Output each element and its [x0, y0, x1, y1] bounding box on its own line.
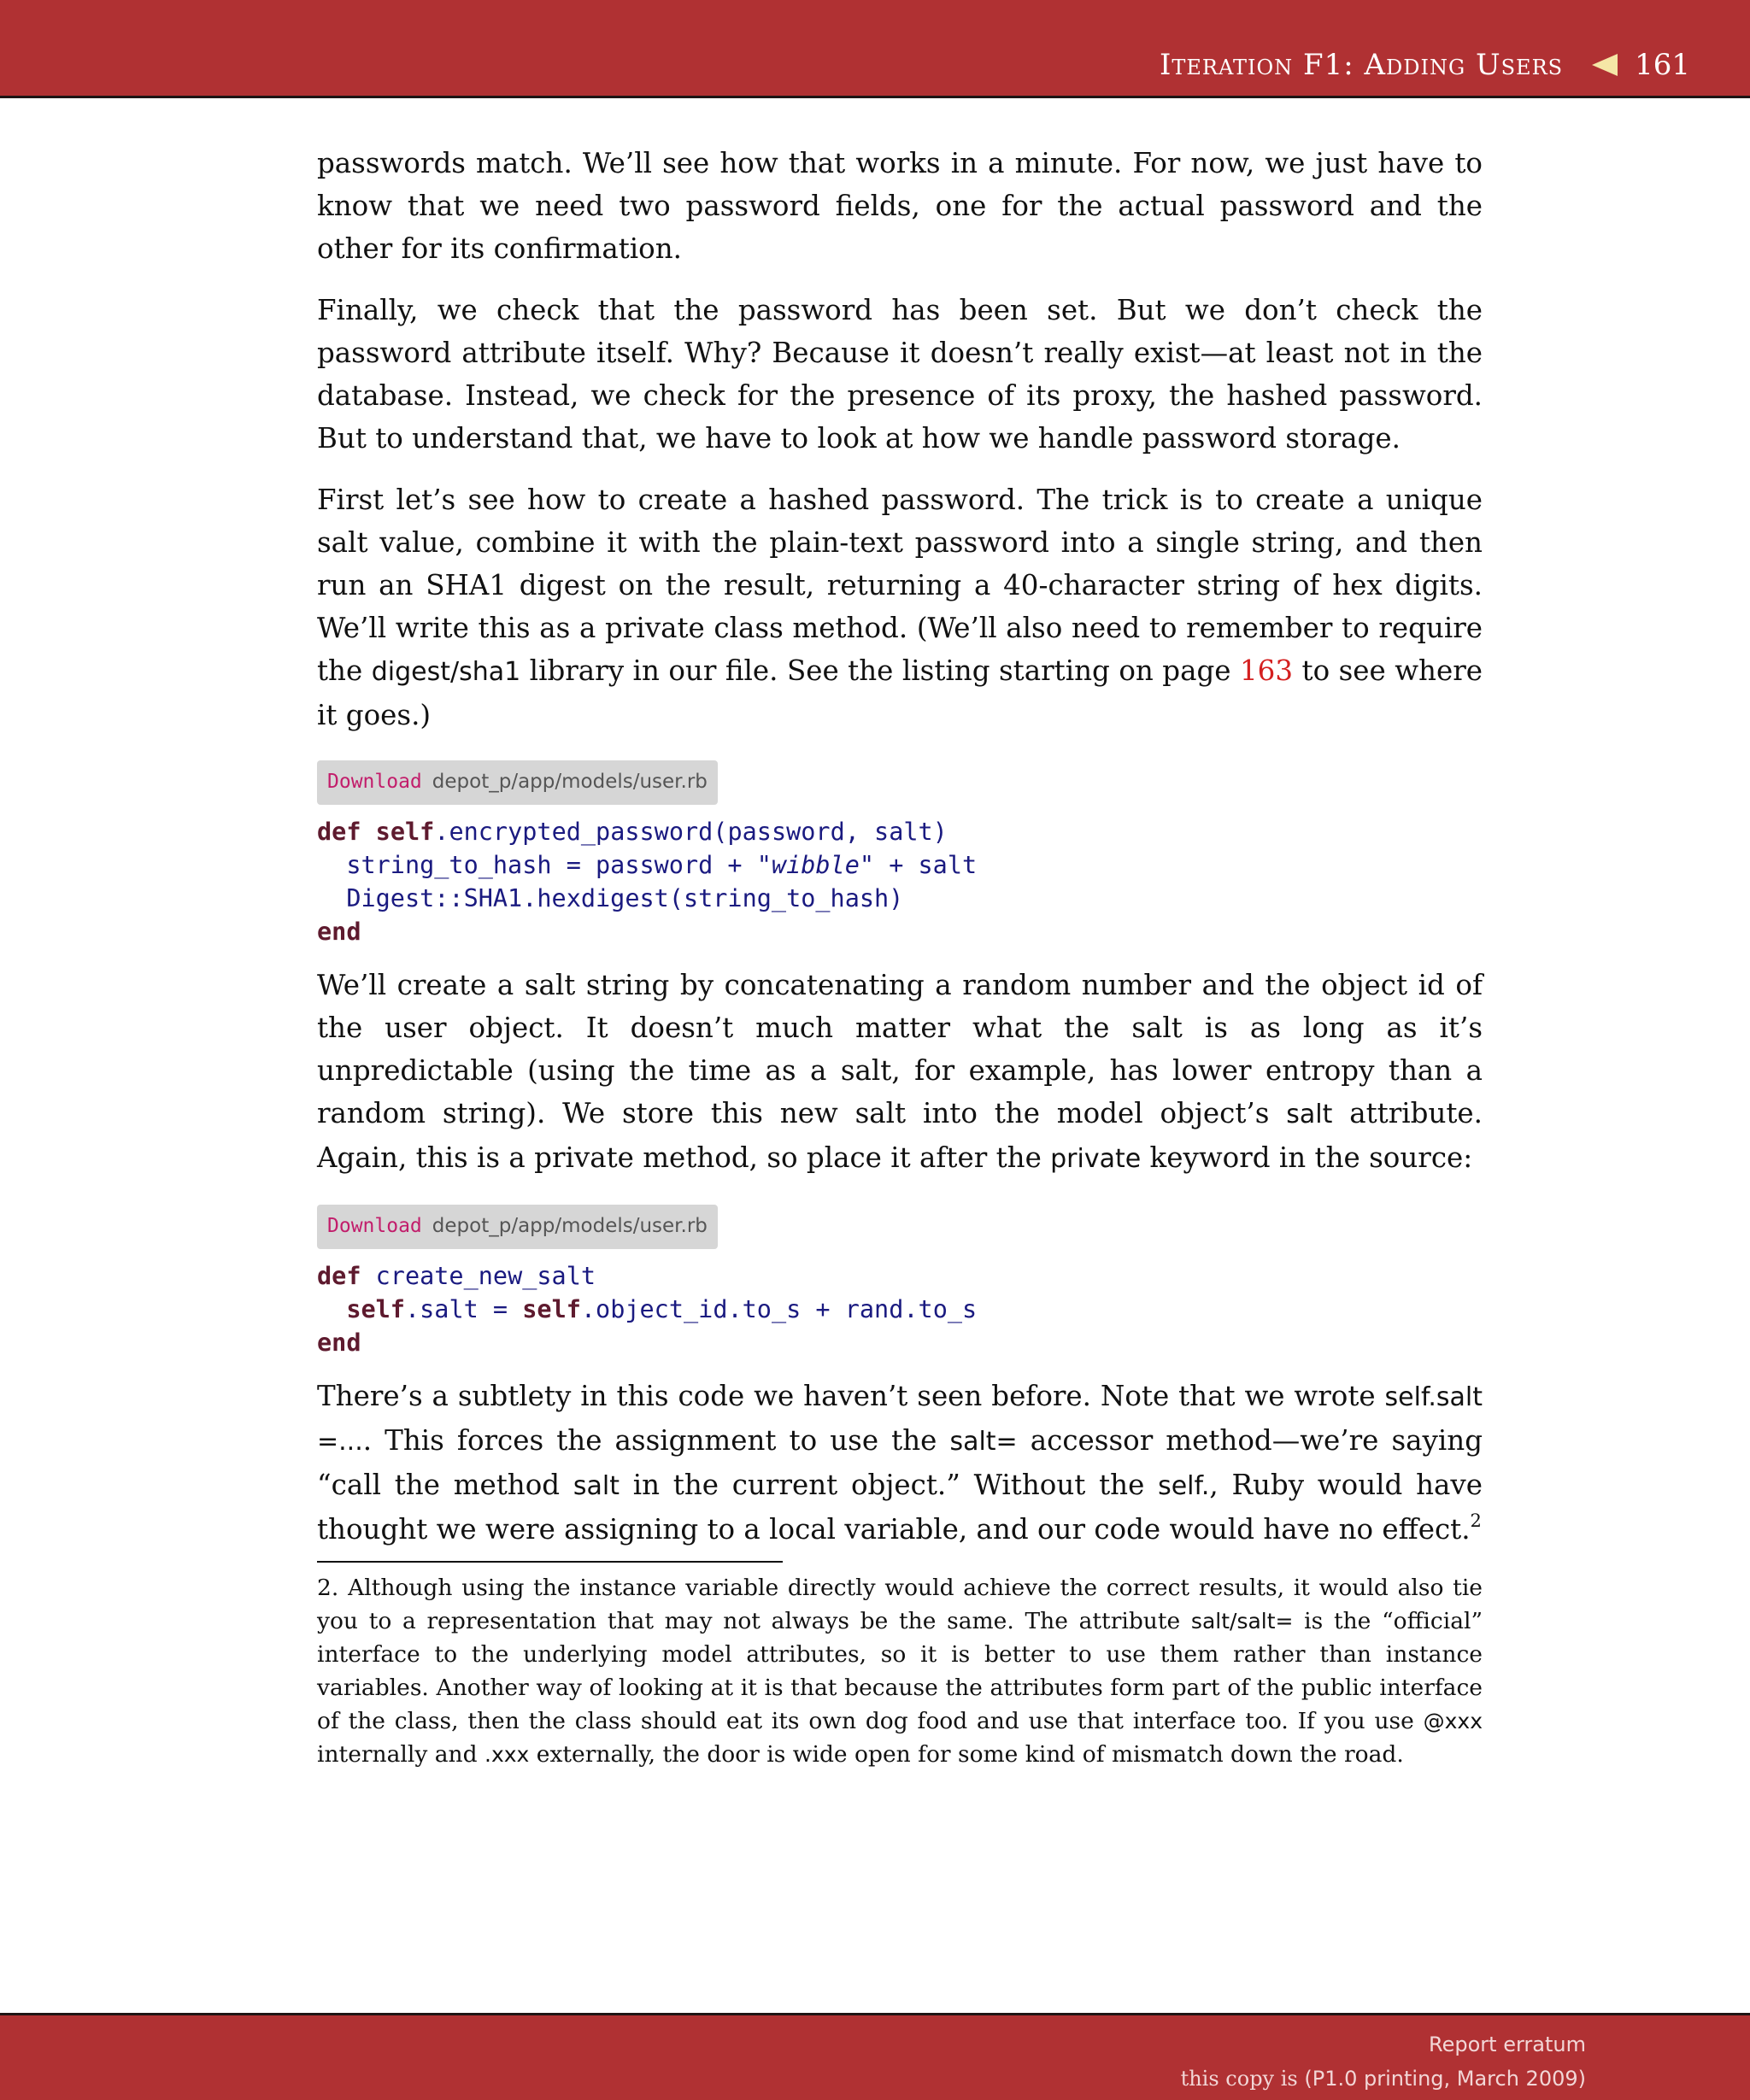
code-text: .salt = [404, 1295, 523, 1323]
copy-info [1181, 2067, 1586, 2091]
paragraph-3-text-b: library in our file. See the listing starting on page [520, 654, 1240, 687]
footnote-text-b: is the “official” interface to the underlying model attributes, so it is better to use them rather than instance variables. Another way of looking at it is that because the attributes form part of the public interface of the class, then the class should eat its own dog food and use that interface too. If you use [317, 1608, 1483, 1734]
code-keyword: end [317, 1329, 361, 1357]
paragraph-4-text-c: keyword in the source: [1141, 1141, 1473, 1174]
inline-code-instance-var: @xxx [1423, 1709, 1483, 1733]
footer-bar [0, 2013, 1750, 2100]
previous-page-arrow-icon[interactable] [1592, 54, 1618, 76]
footnote-text-d: externally, the door is wide open for some kind of mismatch down the road. [529, 1741, 1404, 1768]
paragraph-5-text-d: , Ruby would have thought we were assigning to a local variable, and our code would have no effect. [317, 1469, 1483, 1546]
section-title: Iteration F1: Adding Users [1159, 48, 1564, 82]
running-header-bar [0, 0, 1750, 98]
inline-code-salt-method: salt [573, 1471, 620, 1501]
inline-code-self-salt: self.salt =... [317, 1382, 1483, 1457]
code-text: + salt [874, 851, 978, 879]
inline-code-digest-sha1: digest/sha1 [371, 657, 521, 687]
inline-code-salt-accessors: salt/salt= [1190, 1609, 1294, 1634]
paragraph-5-text-c: in the current object.” Without the [619, 1469, 1159, 1501]
code-text: Digest::SHA1.hexdigest(string_to_hash) [317, 884, 904, 912]
page-reference-link[interactable]: 163 [1239, 654, 1294, 687]
footnote-2 [317, 1571, 1483, 1771]
paragraph-3-text-c: to see where it goes.) [317, 654, 1483, 731]
footnote-text-c: internally and [317, 1741, 485, 1768]
footnote-marker-link[interactable]: 2 [1470, 1510, 1482, 1531]
paragraph-5 [317, 1375, 1483, 1551]
footnote-rule [317, 1561, 783, 1563]
paragraph-2: Finally, we check that the password has been set. But we don’t check the password attribute itself. Why? Because it doesn’t really exist—at least not in the database. Instead, we check for the presence of its proxy, the hashed password. But to understand that, we have to look at how we handle password storage. [317, 294, 1483, 455]
footnote-text-a: Although using the instance variable directly would achieve the correct results, it would also tie you to a representation that may not always be the same. The attribute [317, 1575, 1483, 1634]
code-keyword: def [317, 818, 361, 846]
paragraph-4-text-a: We’ll create a salt string by concatenating a random number and the object id of the user object. It doesn’t much matter what the salt is as long as it’s unpredictable (using the time as a salt, for example, has lower entropy than a random string). We store this new salt into the model object’s [317, 969, 1483, 1129]
download-tag-1 [317, 760, 718, 805]
code-keyword: end [317, 918, 361, 946]
printing-info: (P1.0 printing, March 2009) [1304, 2067, 1586, 2091]
code-keyword: self [346, 1295, 405, 1323]
code-keyword: def [317, 1262, 361, 1290]
inline-code-self-dot: self. [1158, 1471, 1210, 1501]
code-text: string_to_hash = password + [317, 851, 757, 879]
download-link[interactable]: Download [327, 1215, 422, 1237]
code-keyword: self [375, 818, 435, 846]
listing-path: depot_p/app/models/user.rb [432, 771, 708, 793]
code-keyword: self [522, 1295, 581, 1323]
code-listing-1 [317, 815, 1483, 948]
download-link[interactable]: Download [327, 771, 422, 793]
paragraph-5-text-a: . This forces the assignment to use the [362, 1424, 950, 1457]
code-listing-2 [317, 1259, 1483, 1359]
paragraph-5-prefix: There’s a subtlety in this code we haven’t seen before. Note that we wrote [317, 1380, 1385, 1412]
page-body [317, 142, 1483, 1771]
paragraph-5-text-b: accessor method—we’re saying “call the method [317, 1424, 1483, 1501]
page-number: 161 [1635, 48, 1690, 82]
code-string: "wibble" [756, 851, 875, 879]
running-head [1160, 48, 1690, 82]
inline-code-salt: salt [1286, 1100, 1333, 1129]
paragraph-1: passwords match. We’ll see how that works in a minute. For now, we just have to know that we need two password fields, one for the actual password and the other for its confirmation. [317, 147, 1483, 265]
paragraph-4 [317, 964, 1483, 1181]
code-text: create_new_salt [361, 1262, 596, 1290]
paragraph-3-text-a: First let’s see how to create a hashed password. The trick is to create a unique salt value, combine it with the plain-text password into a single string, and then run an SHA1 digest on the result, returning a 40-character string of hex digits. We’ll write this as a private class method. (We’ll also need to remember to require the [317, 484, 1483, 687]
download-tag-2 [317, 1205, 718, 1249]
paragraph-4-text-b: attribute. Again, this is a private method, so place it after the [317, 1097, 1483, 1174]
paragraph-3 [317, 478, 1483, 736]
code-text: .object_id.to_s + rand.to_s [580, 1295, 978, 1323]
listing-path: depot_p/app/models/user.rb [432, 1215, 708, 1237]
copy-prefix: this copy is [1180, 2067, 1305, 2091]
report-erratum-link[interactable]: Report erratum [1429, 2033, 1586, 2056]
inline-code-accessor: .xxx [484, 1742, 530, 1767]
code-text: .encrypted_password(password, salt) [434, 818, 948, 846]
inline-code-private: private [1050, 1144, 1142, 1174]
inline-code-salt-setter: salt= [949, 1427, 1018, 1457]
footnote-number: 2. [317, 1575, 339, 1601]
